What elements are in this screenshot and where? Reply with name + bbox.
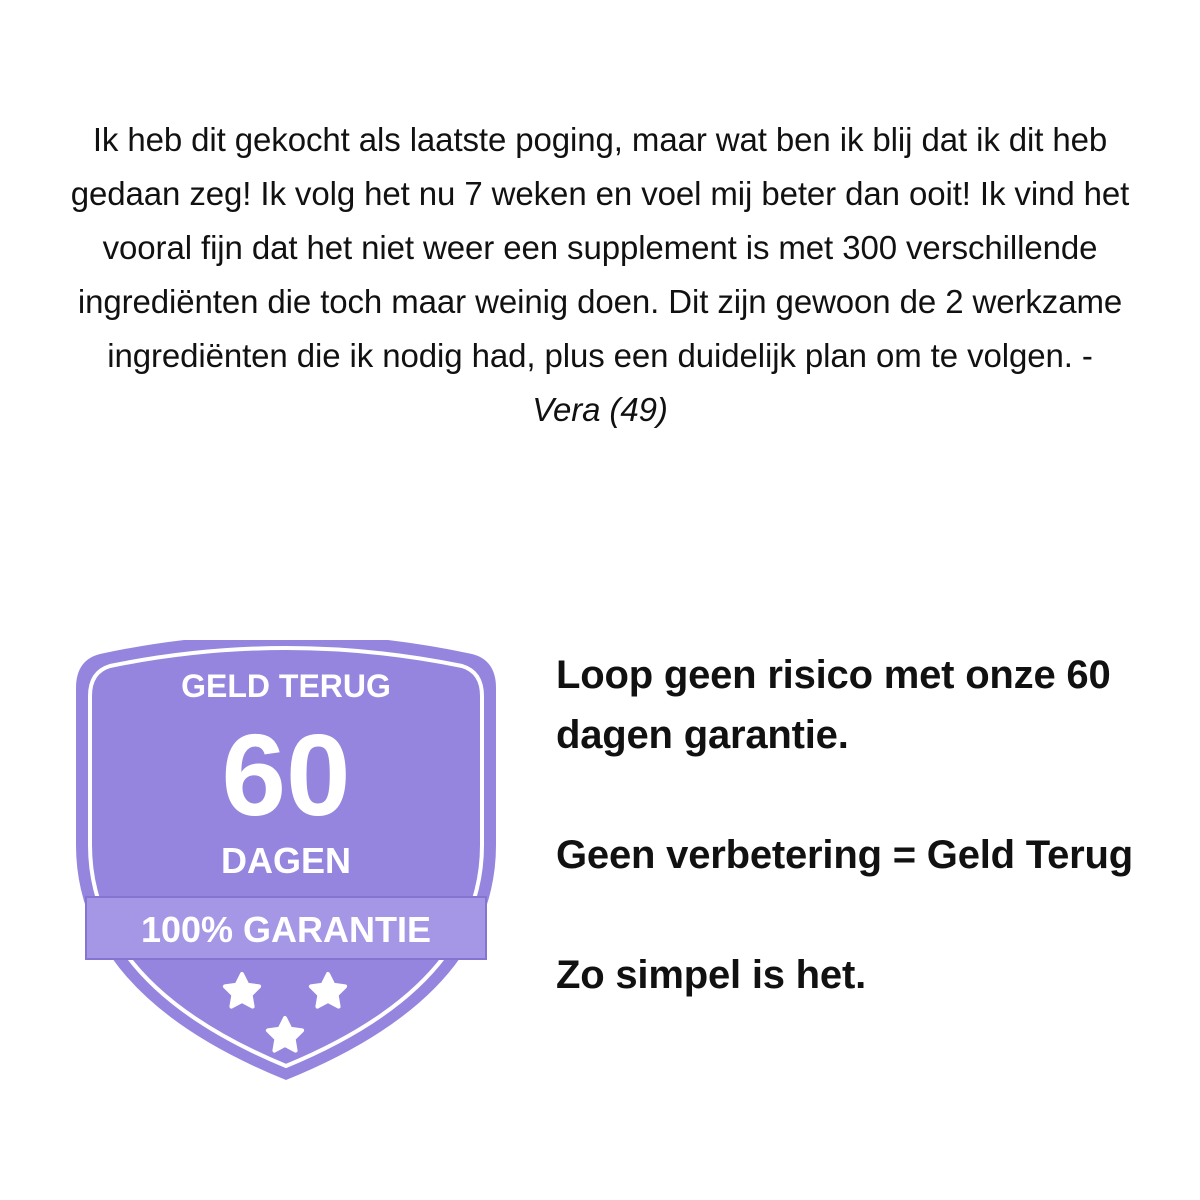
badge-number: 60: [221, 710, 351, 840]
quote-author: Vera (49): [532, 391, 668, 428]
guarantee-line-2: Geen verbetering = Geld Terug: [556, 833, 1133, 877]
shield-icon: [76, 640, 496, 1085]
quote-separator: -: [1072, 337, 1093, 374]
badge-ribbon-text: 100% GARANTIE: [140, 909, 432, 950]
badge-top-text: GELD TERUG: [181, 668, 391, 704]
quote-text: Ik heb dit gekocht als laatste poging, maar wat ben ik blij dat ik dit heb gedaan zeg! Ik volg het nu 7 weken en voel mij beter dan ooit! Ik vind het vooral fijn dat het niet weer een supplement is met 300 verschillende ingrediënten die toch maar weinig doen. Dit zijn gewoon de 2 werkzame ingrediënten die ik nodig had, plus een duidelijk plan om te volgen.: [70, 121, 1130, 374]
badge-unit: DAGEN: [220, 840, 352, 881]
guarantee-text: [556, 645, 1156, 1005]
guarantee-line-1: Loop geen risico met onze 60 dagen garantie.: [556, 653, 1111, 757]
guarantee-line-3: Zo simpel is het.: [556, 953, 866, 997]
guarantee-badge: [76, 640, 496, 1085]
testimonial-quote: [70, 113, 1130, 437]
